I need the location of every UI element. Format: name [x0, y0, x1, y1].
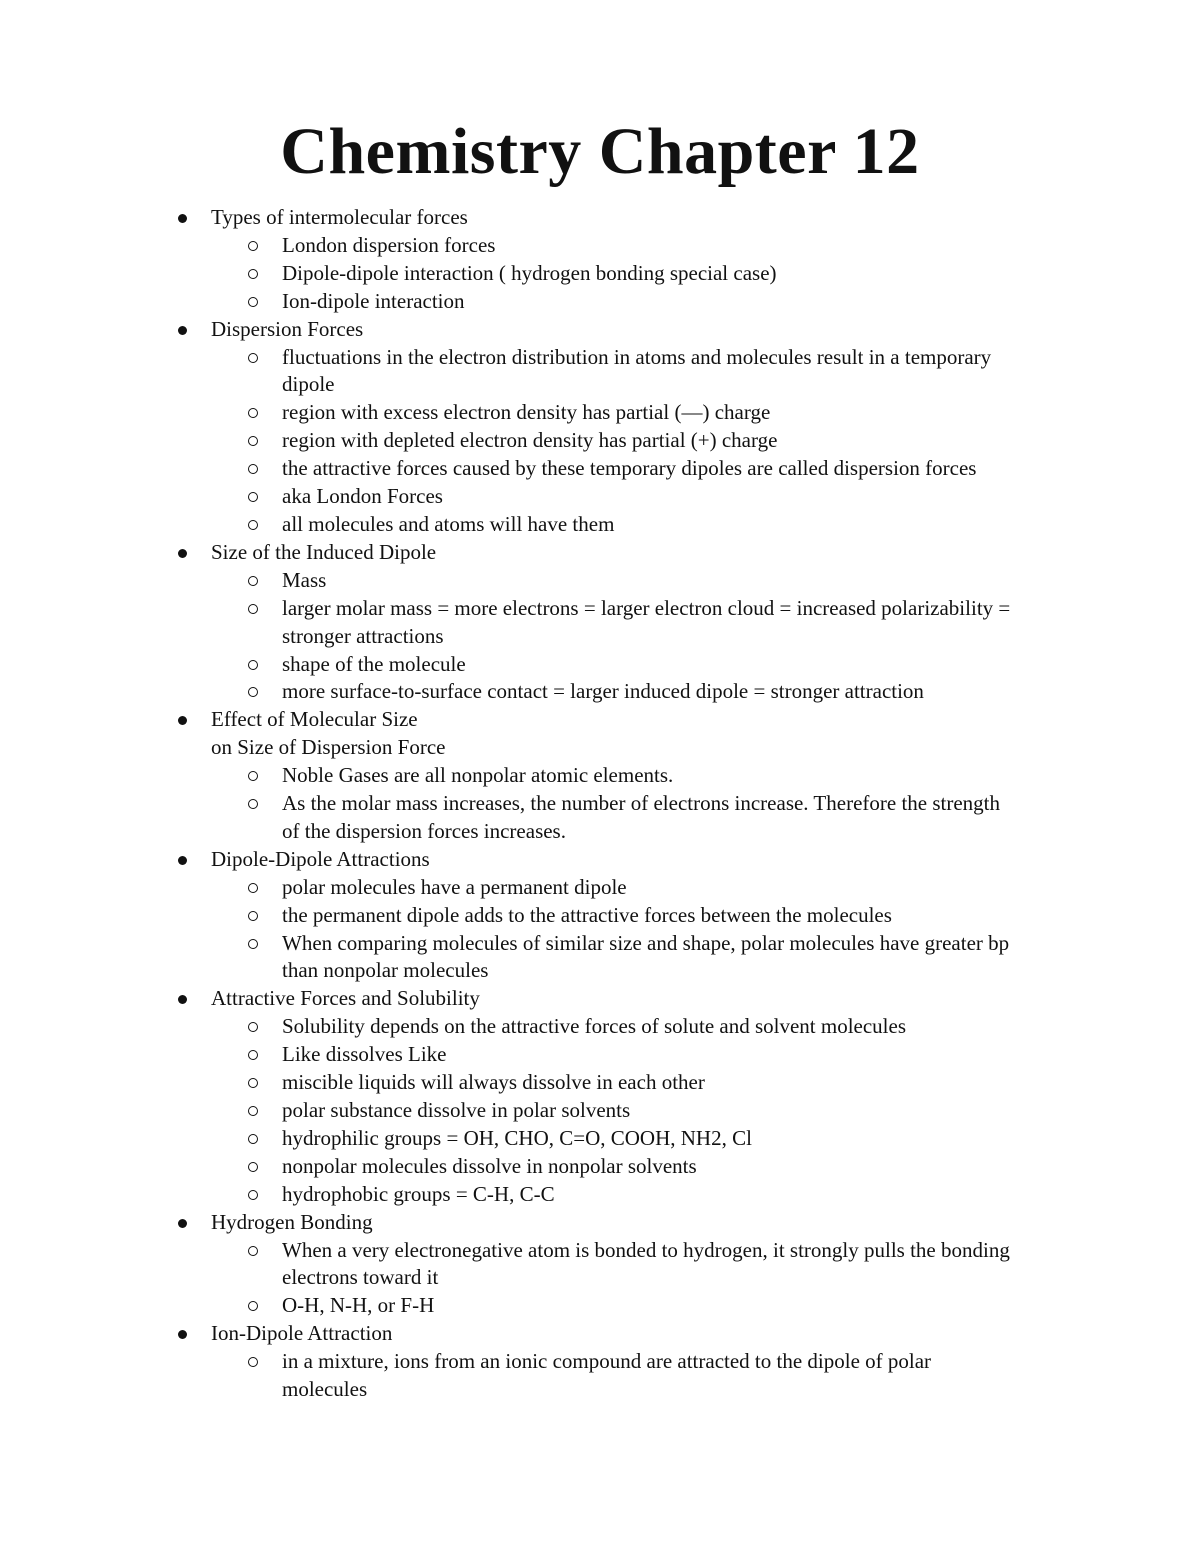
- list-item: [0, 1041, 1200, 1069]
- circle-bullet-icon: [248, 520, 258, 530]
- list-item: [0, 511, 1200, 539]
- list-item: [0, 1237, 1200, 1293]
- list-item: [0, 344, 1200, 400]
- bullet-icon: [178, 856, 187, 865]
- section-induced-dipole: [0, 539, 1200, 706]
- bullet-icon: [178, 1219, 187, 1228]
- list-item-text: the attractive forces caused by these temporary dipoles are called dispersion forces: [282, 456, 977, 481]
- section-heading: Dispersion Forces: [211, 316, 364, 341]
- bullet-icon: [178, 995, 187, 1004]
- section-ion-dipole: [0, 1320, 1200, 1404]
- bullet-icon: [178, 716, 187, 725]
- list-item-text: the permanent dipole adds to the attractive forces between the molecules: [282, 902, 892, 927]
- circle-bullet-icon: [248, 297, 258, 307]
- list-item: [0, 1292, 1200, 1320]
- list-item: [0, 399, 1200, 427]
- section-molecular-size: [0, 706, 1200, 846]
- circle-bullet-icon: [248, 464, 258, 474]
- notes-outline: [0, 204, 1200, 1404]
- list-item-text: When a very electronegative atom is bonded to hydrogen, it strongly pulls the bonding electrons toward it: [282, 1237, 1010, 1290]
- circle-bullet-icon: [248, 1050, 258, 1060]
- circle-bullet-icon: [248, 911, 258, 921]
- section-types-of-forces: [0, 204, 1200, 316]
- circle-bullet-icon: [248, 1190, 258, 1200]
- list-item-text: polar molecules have a permanent dipole: [282, 874, 627, 899]
- list-item-text: region with excess electron density has partial (—) charge: [282, 400, 771, 425]
- circle-bullet-icon: [248, 687, 258, 697]
- list-item-text: aka London Forces: [282, 484, 443, 509]
- section-heading: Effect of Molecular Size: [211, 707, 418, 732]
- list-item: [0, 288, 1200, 316]
- list-item-text: more surface-to-surface contact = larger induced dipole = stronger attraction: [282, 679, 924, 704]
- list-item-text: Ion-dipole interaction: [282, 288, 465, 313]
- bullet-icon: [178, 549, 187, 558]
- bullet-icon: [178, 326, 187, 335]
- list-item: [0, 1348, 1200, 1404]
- list-item-text: Like dissolves Like: [282, 1042, 447, 1067]
- list-item: [0, 1069, 1200, 1097]
- circle-bullet-icon: [248, 436, 258, 446]
- circle-bullet-icon: [248, 883, 258, 893]
- circle-bullet-icon: [248, 353, 258, 363]
- list-item: [0, 678, 1200, 706]
- section-dipole-dipole: [0, 846, 1200, 986]
- list-item-text: Dipole-dipole interaction ( hydrogen bonding special case): [282, 260, 777, 285]
- list-item: [0, 790, 1200, 846]
- section-solubility: [0, 985, 1200, 1208]
- list-item-text: When comparing molecules of similar size and shape, polar molecules have greater bp than nonpolar molecules: [282, 930, 1010, 983]
- list-item: [0, 483, 1200, 511]
- list-item: [0, 260, 1200, 288]
- list-item-text: shape of the molecule: [282, 651, 466, 676]
- circle-bullet-icon: [248, 1246, 258, 1256]
- bullet-icon: [178, 1330, 187, 1339]
- circle-bullet-icon: [248, 1106, 258, 1116]
- list-item-text: miscible liquids will always dissolve in each other: [282, 1070, 705, 1095]
- circle-bullet-icon: [248, 269, 258, 279]
- circle-bullet-icon: [248, 771, 258, 781]
- circle-bullet-icon: [248, 1022, 258, 1032]
- list-item-text: Mass: [282, 567, 327, 592]
- section-heading: Size of the Induced Dipole: [211, 539, 437, 564]
- section-heading: Dipole-Dipole Attractions: [211, 846, 430, 871]
- list-item-text: in a mixture, ions from an ionic compound are attracted to the dipole of polar molecules: [282, 1349, 932, 1402]
- circle-bullet-icon: [248, 799, 258, 809]
- circle-bullet-icon: [248, 1357, 258, 1367]
- list-item-text: region with depleted electron density has partial (+) charge: [282, 428, 778, 453]
- list-item-text: all molecules and atoms will have them: [282, 511, 615, 536]
- circle-bullet-icon: [248, 604, 258, 614]
- section-heading: Types of intermolecular forces: [211, 205, 468, 229]
- list-item: [0, 651, 1200, 679]
- list-item: [0, 874, 1200, 902]
- list-item: [0, 1013, 1200, 1041]
- list-item-text: Noble Gases are all nonpolar atomic elements.: [282, 763, 674, 788]
- circle-bullet-icon: [248, 492, 258, 502]
- list-item: [0, 595, 1200, 651]
- section-heading: Attractive Forces and Solubility: [211, 986, 480, 1011]
- section-heading: Hydrogen Bonding: [211, 1209, 373, 1234]
- list-item: [0, 1181, 1200, 1209]
- circle-bullet-icon: [248, 1162, 258, 1172]
- list-item: [0, 455, 1200, 483]
- section-heading: Ion-Dipole Attraction: [211, 1321, 393, 1346]
- circle-bullet-icon: [248, 1078, 258, 1088]
- list-item-text: Solubility depends on the attractive forces of solute and solvent molecules: [282, 1014, 907, 1039]
- list-item-text: As the molar mass increases, the number of electrons increase. Therefore the strength of the dispersion forces increases.: [282, 791, 1001, 843]
- section-heading-continued: on Size of Dispersion Force: [211, 735, 446, 760]
- list-item-text: larger molar mass = more electrons = larger electron cloud = increased polarizability = stronger attractions: [282, 595, 1011, 648]
- list-item: [0, 1097, 1200, 1125]
- list-item: [0, 1125, 1200, 1153]
- list-item: [0, 930, 1200, 986]
- list-item-text: nonpolar molecules dissolve in nonpolar solvents: [282, 1153, 697, 1178]
- list-item-text: polar substance dissolve in polar solvents: [282, 1098, 631, 1122]
- list-item: [0, 902, 1200, 930]
- circle-bullet-icon: [248, 408, 258, 418]
- list-item: [0, 1153, 1200, 1181]
- circle-bullet-icon: [248, 1134, 258, 1144]
- list-item: [0, 567, 1200, 595]
- circle-bullet-icon: [248, 939, 258, 949]
- circle-bullet-icon: [248, 660, 258, 670]
- list-item-text: O-H, N-H, or F-H: [282, 1293, 435, 1318]
- list-item: [0, 427, 1200, 455]
- list-item-text: fluctuations in the electron distribution in atoms and molecules result in a temporary dipole: [282, 344, 992, 397]
- section-dispersion-forces: [0, 316, 1200, 539]
- list-item: [0, 762, 1200, 790]
- list-item: [0, 232, 1200, 260]
- bullet-icon: [178, 214, 187, 223]
- list-item-text: hydrophobic groups = C-H, C-C: [282, 1181, 555, 1206]
- circle-bullet-icon: [248, 576, 258, 586]
- section-hydrogen-bonding: [0, 1209, 1200, 1321]
- page-title: Chemistry Chapter 12: [280, 115, 920, 188]
- circle-bullet-icon: [248, 1301, 258, 1311]
- list-item-text: London dispersion forces: [282, 232, 496, 257]
- list-item-text: hydrophilic groups = OH, CHO, C=O, COOH, NH2, Cl: [282, 1125, 752, 1150]
- circle-bullet-icon: [248, 241, 258, 251]
